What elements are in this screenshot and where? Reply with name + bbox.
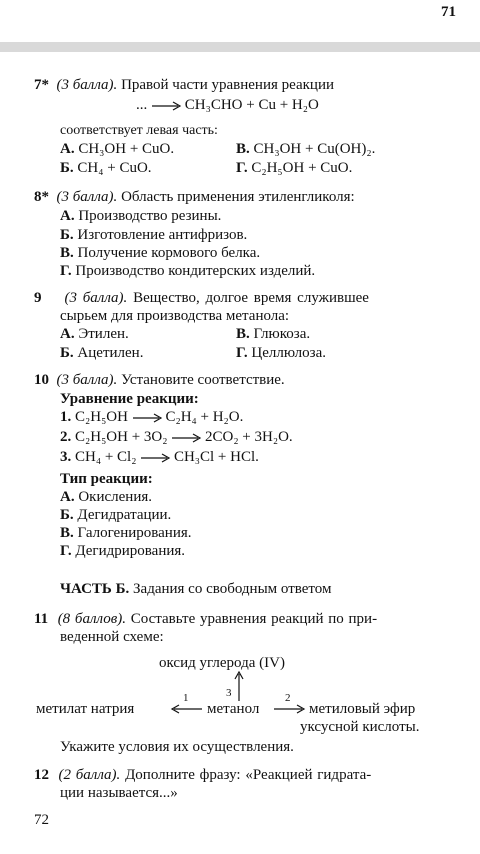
q9-option-g: Г. Целлюлоза. [236,345,326,361]
q7-text: Правой части уравнения реакции [121,77,334,93]
q12-text2: ции называется...» [60,785,178,801]
q11-number: 11 [34,611,49,627]
q10-type-b: Б. Дегидратации. [60,507,172,523]
q10-text: Установите соответствие. [121,372,285,388]
q8-heading [34,188,355,206]
q10-points: (3 балла). [56,372,118,388]
reaction-arrow-icon [132,412,162,424]
reaction-arrow-icon [151,100,181,112]
q10-type-g: Г. Дегидрирования. [60,543,186,559]
q11-text1: Составьте уравнения реакций по при- [130,611,378,627]
q9-option-a: А. Этилен. [60,326,129,342]
q10-equation-3: 3. CH₄ + Cl₂ CH₃Cl + HCl. [60,449,259,465]
q9-number: 9 [34,290,42,306]
q10-type-title: Тип реакции: [60,471,153,487]
q11-heading [34,610,377,628]
q8-option-b: Б. Изготовление антифризов. [60,227,248,243]
q8-option-g: Г. Производство кондитерских изделий. [60,263,316,279]
q9-option-b: Б. Ацетилен. [60,345,144,361]
q7-eq-right: CH₃CHO + Cu + H₂O [184,97,319,113]
scheme-arrow-up-icon [234,672,244,702]
header-band [0,42,480,52]
q11-conditions: Укажите условия их осуществления. [60,739,294,755]
q8-option-v: В. Получение кормового белка. [60,245,261,261]
q7-points: (3 балла). [56,77,118,93]
q10-equation-1: 1. C₂H₅OH C₂H₄ + H₂O. [60,409,244,425]
scheme-n3: 3 [226,687,232,699]
q10-eq-title: Уравнение реакции: [60,391,199,407]
q10-type-v: В. Галогенирования. [60,525,192,541]
q12-number: 12 [34,767,49,783]
scheme-right-label-2: уксусной кислоты. [300,719,420,735]
q8-option-a: А. Производство резины. [60,208,222,224]
reaction-arrow-icon [171,432,201,444]
q12-points: (2 балла). [58,767,121,783]
q9-heading [34,289,369,307]
q10-type-a: А. Окисления. [60,489,152,505]
q11-points: (8 баллов). [57,611,126,627]
page-number-bottom: 72 [34,812,49,828]
part-b-heading [60,580,331,598]
q12-text1: Дополните фразу: «Реакцией гидрата- [125,767,372,783]
scheme-arrow-left-icon [171,703,203,715]
q7-equation [136,96,319,114]
q9-option-v: В. Глюкоза. [236,326,311,342]
q8-text: Область применения этиленгликоля: [121,189,355,205]
scheme-right-label-1: метиловый эфир [309,701,416,717]
q10-equation-2: 2. C₂H₅OH + 3O₂ 2CO₂ + 3H₂O. [60,429,293,445]
q12-heading [34,766,371,784]
q7-option-v: В. CH₃OH + Cu(OH)₂. [236,141,376,157]
q8-number: 8* [34,189,49,205]
q8-points: (3 балла). [56,189,118,205]
scheme-left-label: метилат натрия [36,701,135,717]
q7-heading [34,76,334,94]
q7-option-a: А. CH₃OH + CuO. [60,141,175,157]
scheme-center-label: метанол [207,701,260,717]
part-b-label: ЧАСТЬ Б. [60,581,130,597]
q9-text1: Вещество, долгое время служившее [133,290,369,306]
q7-option-g: Г. C₂H₅OH + CuO. [236,160,353,176]
reaction-arrow-icon [140,452,170,464]
page-number-top: 71 [441,4,456,20]
q10-heading [34,371,285,389]
scheme-n1: 1 [183,692,189,704]
q9-points: (3 балла). [64,290,128,306]
q7-option-b: Б. CH₄ + CuO. [60,160,152,176]
part-b-text: Задания со свободным ответом [133,581,332,597]
q10-number: 10 [34,372,49,388]
q7-number: 7* [34,77,49,93]
q11-text2: веденной схеме: [60,629,164,645]
q9-text2: сырьем для производства метанола: [60,308,290,324]
scheme-n2: 2 [285,692,291,704]
scheme-top-label: оксид углерода (IV) [159,655,285,671]
q7-eq-dots: ... [136,97,148,113]
q7-lead: соответствует левая часть: [60,123,218,138]
scheme-arrow-right-icon [273,703,305,715]
